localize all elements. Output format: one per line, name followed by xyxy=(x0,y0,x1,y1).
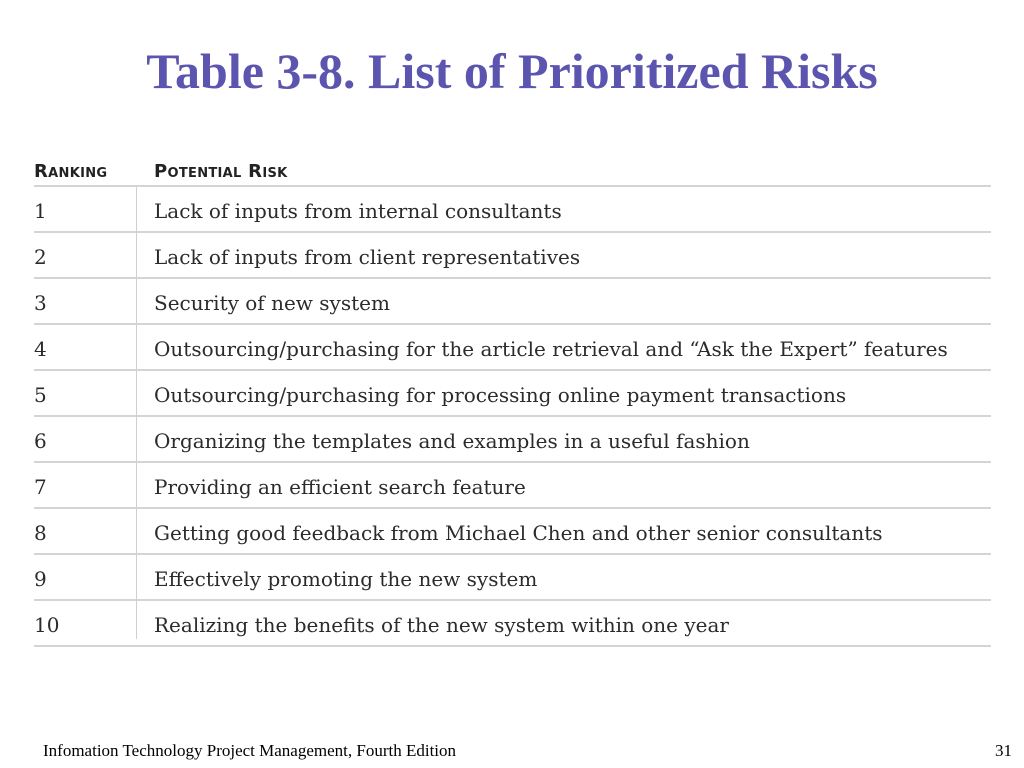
table-row xyxy=(34,279,991,325)
risk-cell: Effectively promoting the new system xyxy=(154,567,538,591)
slide-title: Table 3-8. List of Prioritized Risks xyxy=(146,43,878,99)
risk-cell: Lack of inputs from internal consultants xyxy=(154,199,562,223)
rank-cell: 2 xyxy=(34,245,47,269)
risk-cell: Outsourcing/purchasing for the article retrieval and “Ask the Expert” features xyxy=(154,337,948,361)
rank-cell: 6 xyxy=(34,429,47,453)
rank-cell: 3 xyxy=(34,291,47,315)
risk-cell: Getting good feedback from Michael Chen and other senior consultants xyxy=(154,521,883,545)
rank-cell: 7 xyxy=(34,475,47,499)
table-header-row xyxy=(34,161,991,187)
table-row xyxy=(34,601,991,647)
table-row xyxy=(34,555,991,601)
header-ranking: Ranking xyxy=(34,161,108,182)
risk-cell: Providing an efficient search feature xyxy=(154,475,526,499)
rank-cell: 1 xyxy=(34,199,47,223)
risk-cell: Realizing the benefits of the new system within one year xyxy=(154,613,729,637)
risk-cell: Lack of inputs from client representatives xyxy=(154,245,581,269)
rank-cell: 5 xyxy=(34,383,47,407)
header-potential-risk: Potential Risk xyxy=(154,161,288,182)
footer-page-number: 31 xyxy=(995,741,1012,760)
table-row xyxy=(34,509,991,555)
risk-cell: Organizing the templates and examples in a useful fashion xyxy=(154,429,750,453)
risk-cell: Outsourcing/purchasing for processing online payment transactions xyxy=(154,383,847,407)
table-row xyxy=(34,417,991,463)
table-row xyxy=(34,325,991,371)
table-row xyxy=(34,371,991,417)
table-row xyxy=(34,233,991,279)
rank-cell: 4 xyxy=(34,337,47,361)
prioritized-risks-table xyxy=(34,161,991,647)
rank-cell: 9 xyxy=(34,567,47,591)
rank-cell: 8 xyxy=(34,521,47,545)
footer-book-title: Infomation Technology Project Management, Fourth Edition xyxy=(43,741,457,760)
rank-cell: 10 xyxy=(34,613,60,637)
table-body xyxy=(34,187,991,647)
risk-cell: Security of new system xyxy=(154,291,390,315)
table-row xyxy=(34,187,991,233)
table-row xyxy=(34,463,991,509)
